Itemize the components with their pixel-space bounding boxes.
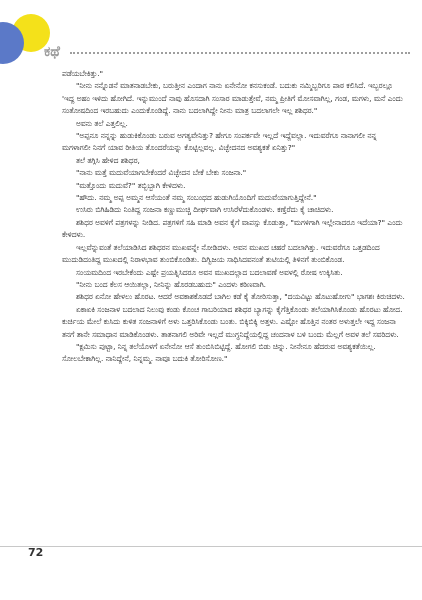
paragraph: ಇಲ್ಲವೆನ್ನುವಂತೆ ತಲೆಯಾಡಿಸಿದ ಶಶಿಧರನ ಮುಖವನ್ನೇ ನೋಡಿದಳು. ಅವನ ಮುಖದ ಚಹರೆ ಬದಲಾಗಿತ್ತು. ಇದುವರೆಗೂ ಒತ್ತಡದಿಂದ ಮುದುಡಿದಂತಿದ್ದ ಮುಖದಲ್ಲಿ ನಿರಾಳಭಾವ ತುಂಬಿಕೊಂಡಿತು. ದಿಗ್ವಿಜಯ ಸಾಧಿಸಿದವನಂತೆ ತುಟಿಯಲ್ಲಿ ತಿಳಿನಗೆ ತುಂಬಿಕೊಂಡ.: [62, 242, 380, 265]
paragraph: ಶಶಿಧರ ಅವಳಿಗೆ ಪತ್ರಗಳನ್ನು ನೀಡಿದ. ಪತ್ರಗಳಿಗೆ ಸಹಿ ಮಾಡಿ ಅವನ ಕೈಗೆ ವಾಪಸ್ಸು ಕೊಡುತ್ತಾ, "ಮಗಳಿಗಾಗಿ ಇಲ್ಲೇನಾದರೂ ಇದೆಯಾ?" ಎಂದು ಕೇಳಿದಳು.: [62, 217, 403, 240]
story-body: [62, 68, 406, 366]
paragraph: ಅವನು ತಲೆ ಎತ್ತಲಿಲ್ಲ.: [76, 118, 128, 128]
paragraph: ಸಂಯಮದಿಂದ ಇರಬೇಕೆಂದು ಎಷ್ಟೇ ಪ್ರಯತ್ನಿಸಿದರೂ ಅವನ ಮುಖದಲ್ಲಾದ ಬದಲಾವಣೆ ಅವಳಲ್ಲಿ ರೋಷ ಉಕ್ಕಿಸಿತು.: [76, 267, 343, 277]
dotted-header-rule: [70, 52, 410, 54]
paragraph: "ನೀನು ಬಂದ ಕೆಲಸ ಆಯಿತಲ್ಲಾ, ನೀನಿನ್ನು ಹೊರಡಬಹುದು" ಎಂದಳು ಕಠಿಣವಾಗಿ.: [76, 279, 266, 289]
paragraph: "ಕ್ಷಮಿಸು ಪುಟ್ಟಾ, ನಿನ್ನ ತಲೆಯೊಳಗೆ ಏನೇನೋ ಆಸೆ ತುಂಬಿಸಿಬಿಟ್ಟಿದ್ದೆ. ಹೋಗಲಿ ಬಿಡು ಚಿನ್ನು. ನೀನೇನೂ ಹೆದರುವ ಅವಶ್ಯಕತೆಯಿಲ್ಲ. ಸೋಲಬೇಕಾಗಿಲ್ಲ. ನಾನಿದ್ದೇನೆ, ನಿನ್ನಮ್ಮ. ನಾವೂ ಬದುಕಿ ತೋರಿಸೋಣ.": [62, 341, 376, 364]
paragraph: "ನಾನು ಮತ್ತೆ ಮದುವೆಯಾಗಬೇಕೆಂದರೆ ವಿಚ್ಛೇದನ ಬೇಕೆ ಬೇಕು ಸಂಜನಾ.": [76, 168, 247, 178]
section-label: ಕಥೆ: [44, 44, 60, 60]
footer-rule: [0, 546, 422, 547]
paragraph: "ನೀನು ನನ್ನೊಡನೆ ಮಾತನಾಡಬೇಕು, ಬರುತ್ತೀನ ಎಂದಾಗ ನಾನು ಏನೇನೋ ಕನಸುಕಂಡೆ. ಬದುಕು ನಮ್ಮಿಬ್ಬರಿಗೂ ಪಾಠ ಕಲಿಸಿದೆ. ಇಬ್ಬರಲ್ಲೂ 'ಇದ್ದ ಅಹಂ ಇಳಿದು ಹೋಗಿದೆ. ಇನ್ನುಮುಂದೆ ನಾವು ಹೊಸದಾಗಿ ಸಂಸಾರ ಮಾಡುತ್ತೇವೆ, ನಮ್ಮ ಪ್ರೀತಿಗೆ ಮೋಸವಾಗಿಲ್ಲ, ಗಂಡ, ಮಗಳು, ಮನೆ ಎಂದು ಸಂತೋಷದಿಂದ ಇರಬಹುದು ಎಂದುಕೊಂಡಿದ್ದೆ. ನಾನು ಬದಲಾಗಿದ್ದೇ ನೀನು ಮಾತ್ರ ಬದಲಾಗಲೇ ಇಲ್ಲ ಶಶಿಧರ.": [62, 81, 403, 116]
page-number: 72: [28, 546, 44, 559]
paragraph: "ಅಪ್ಪನೂ ನನ್ನನ್ನು ಹುಡುಕಿಕೊಂಡು ಬರುವ ಅಗತ್ಯವೇನಿತ್ತು? ಹೇಗೂ ಸಂಪರ್ಕವೇ ಇಲ್ಲದೆ ಇದ್ದೆವಲ್ಲಾ. ಇದುವರೆಗೂ ನಾನಾಗಲೀ ನನ್ನ ಮಗಳಾಗಲೀ ನಿನಗೆ ಯಾವ ರೀತಿಯ ತೊಂದರೆಯನ್ನು ಕೊಟ್ಟಿಲ್ಲವಲ್ಲ. ವಿಚ್ಛೇದನದ ಅವಶ್ಯಕತೆ ಏನಿತ್ತು?": [62, 131, 377, 153]
paragraph: ಉಸಿರು ಬಿಗಿಹಿಡಿದು ನಿಂತಿದ್ದ ಸಂಜನಾ ಕಣ್ಣುಮುಚ್ಚಿ ದೀರ್ಘವಾಗಿ ಉಸಿರೆಳೆದುಕೊಂಡಳು. ಕಣ್ತೆರೆದು ಕೈ ಚಾಚಿದಳು.: [76, 205, 334, 215]
paragraph: ತಲೆ ತಗ್ಗಿಸಿ ಹೇಳಿದ ಶಶಿಧರ,: [76, 155, 140, 165]
paragraph: ಶಶಿಧರ ಏನೋ ಹೇಳಲು ಹೊರಟ. ಆದರೆ ಅವಕಾಶಕೊಡದೆ ಬಾಗಿಲ ಕಡೆ ಕೈ ತೋರಿಸುತ್ತಾ, "ದಯವಿಟ್ಟು ಹೊಟುಹೋಗು" ಭಾಗಶಃ ಕಿರುಚಿದಳು.: [76, 292, 405, 302]
paragraph: "ಮತ್ತೊಂದು ಮದುವೆ?" ತಬ್ಬಿಬ್ಬಾಗಿ ಕೇಳಿದಳು.: [76, 180, 186, 190]
paragraph: ಪಡೆಯಬೇಕಿತ್ತು.": [62, 69, 103, 78]
paragraph: "ಹೌದು. ನಮ್ಮ ಅಪ್ಪ ಅಮ್ಮನ ಆಸೆಯಂತೆ ನಮ್ಮ ಸಂಬಂಧದ ಹುಡುಗಿಯೊಂದಿಗೆ ಮದುವೆಯಾಗುತ್ತಿದ್ದೇನೆ.": [76, 193, 317, 203]
paragraph: ಏಕಾಏಕಿ ಸಂಜನಾಳ ಬದಲಾದ ನಿಲುವು ಕಂಡು ಕೊಂಚ ಗಾಬರಿಯಾದ ಶಶಿಧರ ಬ್ಯಾಗನ್ನು ಕೈಗೆತ್ತಿಕೊಂಡು ತಲೆಯಾಗಿಸಿಕೊಂಡು ಹೊರಟು ಹೋದ. ಕುರ್ಚಿಯ ಮೇಲೆ ಕುಸಿದು ಕುಳಿತ ಸಂಜನಾಳಿಗೆ ಅಳು ಒತ್ತರಿಸಿಕೊಂಡು ಬಂತು. ಬಿಕ್ಕಿಬಿಕ್ಕಿ ಅತ್ತಳು. ಎಷ್ಟೋ ಹೊತ್ತಿನ ನಂತರ ಅಳುತ್ತಲೇ ಇದ್ದ ಸಂಜನಾ ತನಗೆ ತಾನೇ ಸಮಾಧಾನ ಮಾಡಿಕೊಂಡಳು. ತಾತನಾಗಲಿ ಅರಿವೇ ಇಲ್ಲದೆ ಮುಗ್ಧನಿದ್ದೆಯಲ್ಲಿದ್ದ ಚಂದನಾಳ ಬಳಿ ಬಂದು ಮೆಲ್ಲಗೆ ಅವಳ ತಲೆ ಸವರಿದಳು.: [62, 304, 403, 339]
